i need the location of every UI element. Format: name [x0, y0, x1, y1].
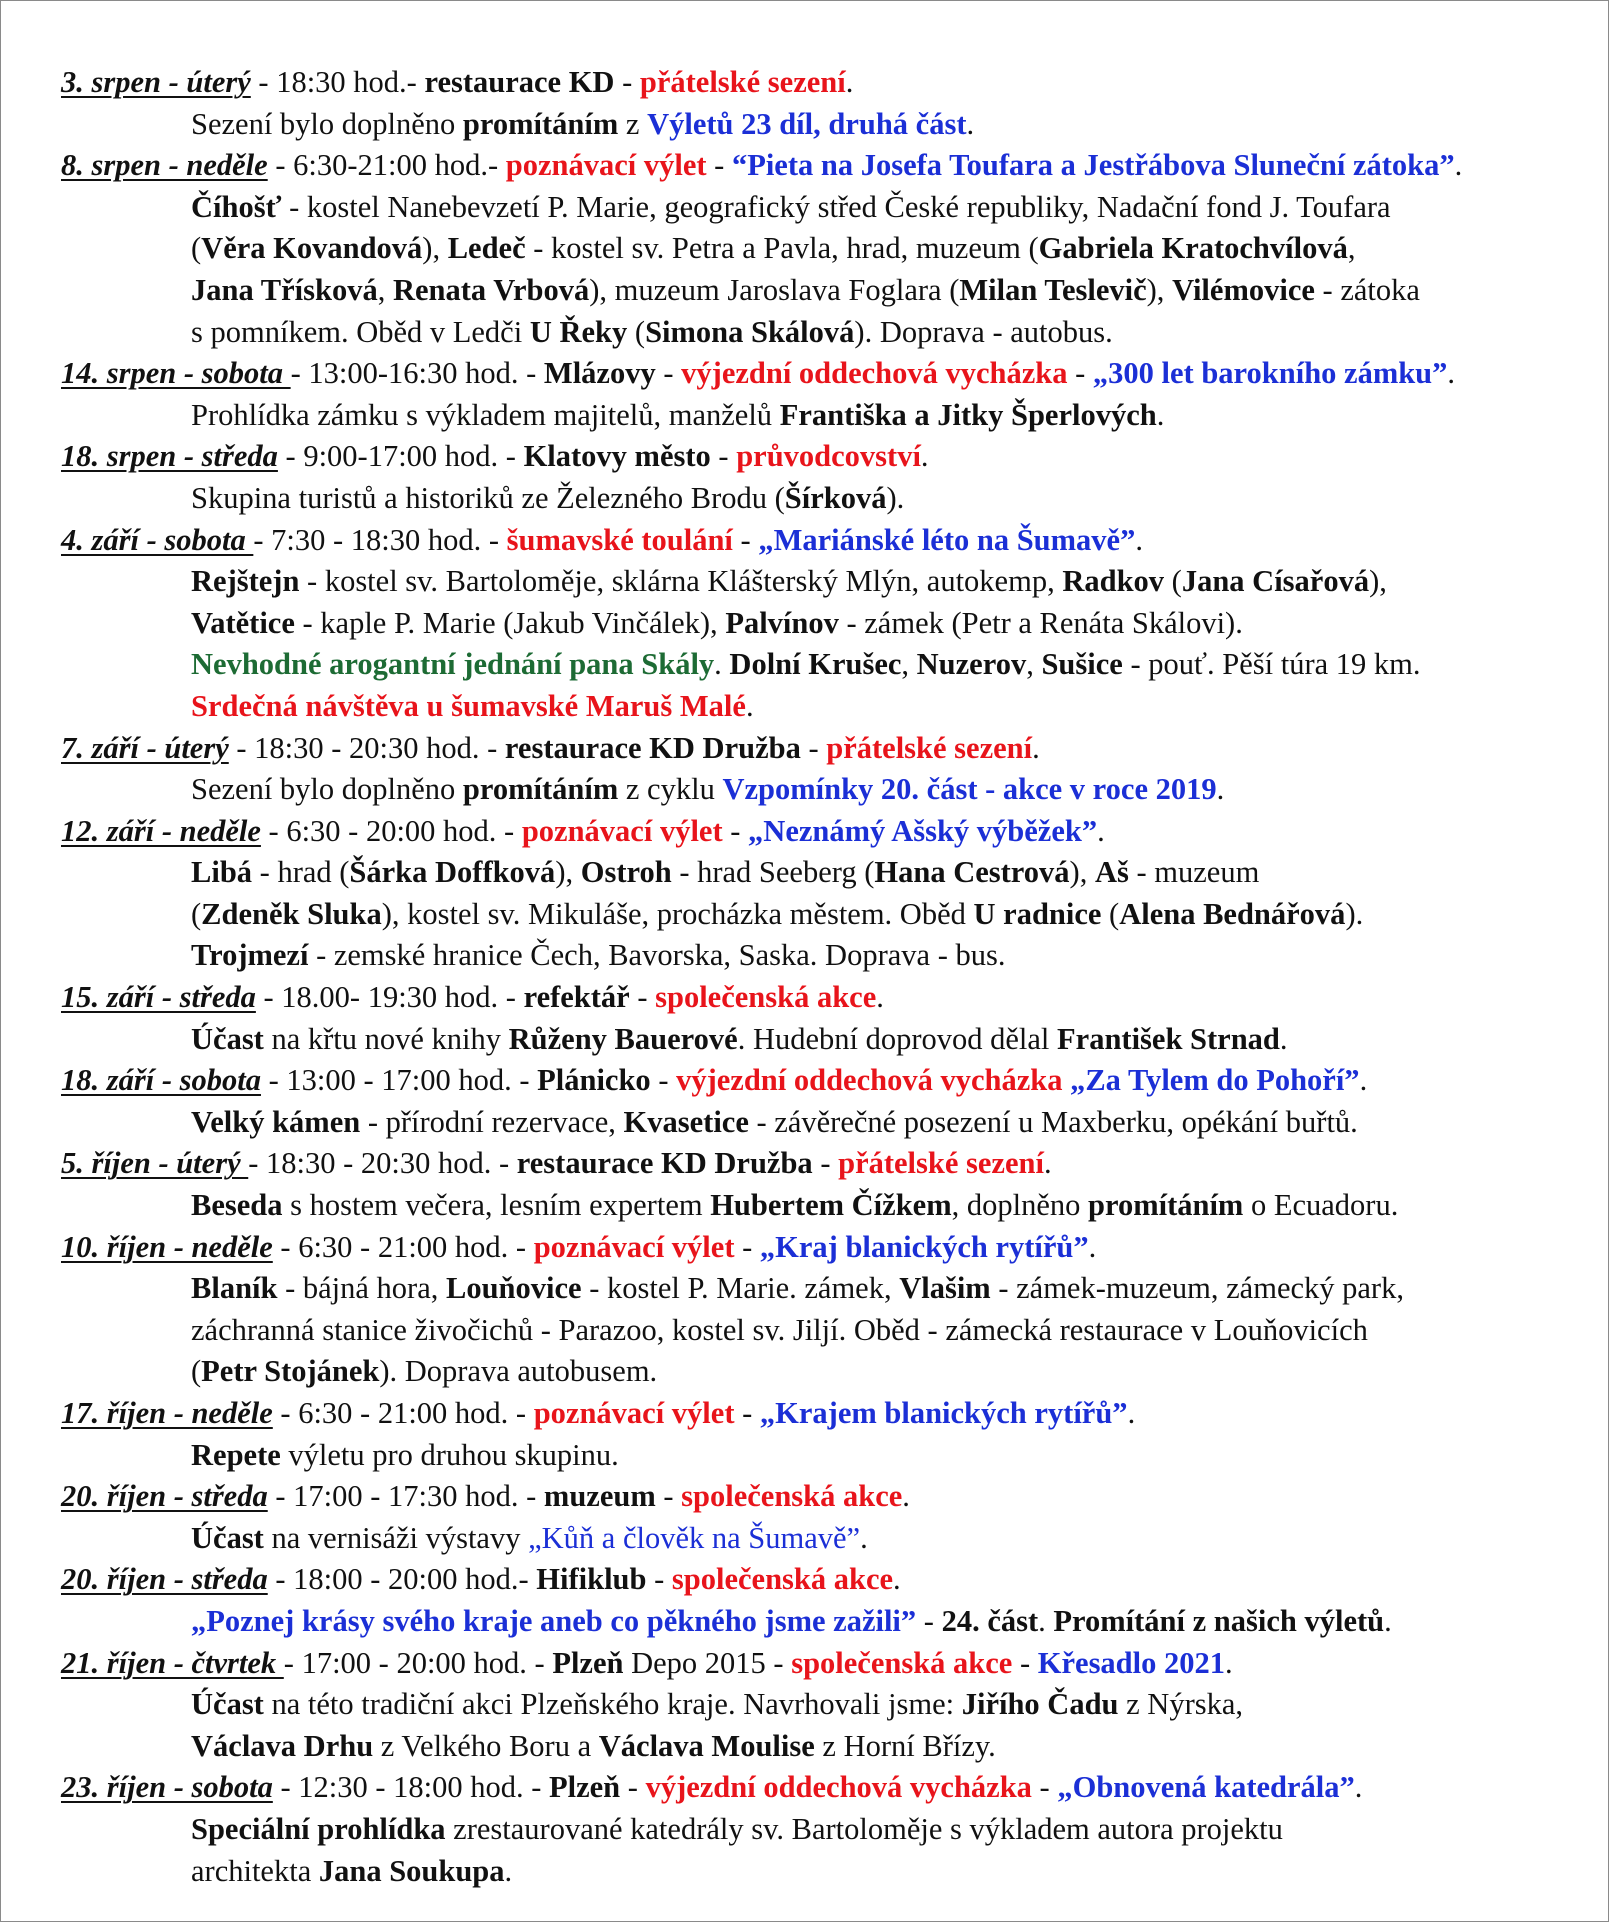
event-type: přátelské sezení [826, 730, 1033, 765]
bold-text: Jana Třísková [191, 272, 378, 307]
event-title: „300 let barokního zámku” [1092, 356, 1448, 391]
text: - kostel sv. Bartoloměje, sklárna Klášterský Mlýn, autokemp, [299, 564, 1063, 599]
text: ), [422, 231, 448, 266]
text: ), kostel sv. Mikuláše, procházka městem. Oběd [381, 896, 974, 931]
text: - [614, 65, 640, 99]
text: - bájná hora, [277, 1271, 446, 1306]
event-detail-line [61, 1601, 1596, 1643]
text: , [1347, 231, 1356, 266]
event-date: 15. září - středa [61, 980, 256, 1015]
text: - 6:30-21:00 hod.- [267, 148, 506, 183]
bold-text: Ledeč [447, 231, 526, 266]
text: výletu pro druhou skupinu. [280, 1437, 619, 1472]
text: . [745, 688, 754, 723]
bold-text: U radnice [973, 896, 1102, 931]
event-header-line [61, 1476, 1596, 1518]
text: - zámek-muzeum, zámecký park, [990, 1271, 1404, 1306]
event-detail-line [61, 270, 1596, 312]
text: . [1088, 1229, 1097, 1264]
bold-text: Palvínov [725, 605, 839, 640]
text: Sezení bylo doplněno [191, 106, 463, 141]
bold-text: Blaník [191, 1271, 278, 1306]
bold-text: Gabriela Kratochvílová [1038, 231, 1348, 266]
text: z cyklu [618, 772, 723, 807]
event-type: přátelské sezení [639, 65, 846, 99]
text: o Ecuadoru. [1243, 1188, 1399, 1223]
event-title: „Mariánské léto na Šumavě” [758, 522, 1136, 557]
bold-text: Růženy Bauerové [508, 1021, 738, 1056]
text: z [618, 106, 648, 141]
event-header-line [61, 1559, 1596, 1601]
event-date: 21. říjen - čtvrtek [61, 1645, 284, 1680]
event-detail-line [61, 312, 1596, 354]
text [1062, 1063, 1070, 1097]
bold-text: Plánicko [537, 1063, 651, 1098]
text: - 18.00- 19:30 hod. - [255, 980, 524, 1015]
text: z Velkého Boru a [373, 1728, 599, 1763]
text: - 7:30 - 18:30 hod. - [253, 522, 507, 557]
text: ). Doprava autobusem. [379, 1354, 658, 1389]
event-date: 5. říjen - úterý [61, 1146, 249, 1181]
bold-text: Repete [191, 1437, 281, 1472]
event-header-line [61, 353, 1596, 395]
text: - [732, 522, 759, 557]
bold-text: Hubertem Čížkem [710, 1188, 952, 1223]
text: . [504, 1853, 513, 1888]
event-header-line [61, 145, 1596, 187]
event-header-line [61, 1643, 1596, 1685]
event-title: „Neznámý Ašský výběžek” [748, 813, 1098, 848]
event-detail-line [61, 561, 1596, 603]
bold-text: Sušice [1041, 647, 1123, 682]
text: na vernisáži výstavy [263, 1520, 529, 1555]
event-date: 18. září - sobota [61, 1063, 261, 1098]
text: - [734, 1229, 760, 1264]
text: . [1032, 730, 1040, 765]
bold-text: Hifiklub [536, 1562, 647, 1597]
text: - hrad Seeberg ( [671, 855, 875, 890]
text: - přírodní rezervace, [360, 1104, 624, 1139]
bold-text: Rejštejn [191, 564, 300, 599]
bold-text: Šírková [784, 480, 887, 515]
event-detail-line [61, 1185, 1596, 1227]
text: . [1156, 397, 1165, 432]
event-type: poznávací výlet [521, 813, 723, 848]
bold-text: Václava Drhu [191, 1728, 374, 1763]
bold-text: Plzeň [552, 1645, 624, 1680]
bold-text: Účast [191, 1687, 264, 1722]
event-header-line [61, 1767, 1596, 1809]
event-type: poznávací výlet [533, 1229, 735, 1264]
text: , doplněno [951, 1188, 1088, 1223]
text: - [710, 439, 737, 474]
text: - hrad ( [252, 855, 350, 890]
text: . [1216, 772, 1225, 807]
text: ). [1345, 896, 1364, 931]
text: - 9:00-17:00 hod. - [277, 439, 524, 474]
event-date: 10. říjen - neděle [61, 1229, 273, 1264]
event-detail-line [61, 228, 1596, 270]
bold-text: Jana Soukupa [318, 1853, 505, 1888]
text: . [1447, 356, 1456, 391]
bold-text: restaurace KD Družba [504, 730, 801, 765]
event-title: “Pieta na Josefa Toufara a Jestřábova Sluneční zátoka” [731, 148, 1455, 183]
event-header-line [61, 811, 1596, 853]
text: ( [191, 231, 202, 266]
event-date: 20. říjen - středa [61, 1479, 268, 1514]
text: ), [555, 855, 581, 890]
event-date: 23. říjen - sobota [61, 1770, 273, 1805]
event-detail-line [61, 769, 1596, 811]
bold-text: Simona Skálová [645, 314, 855, 349]
text: - zámek (Petr a Renáta Skálovi). [838, 605, 1243, 640]
bold-text: Promítání z našich výletů [1053, 1603, 1385, 1638]
event-detail-line [61, 1310, 1596, 1352]
event-header-line [61, 1060, 1596, 1102]
text: . [1279, 1021, 1288, 1056]
text: . [876, 980, 884, 1015]
text: - 6:30 - 20:00 hod. - [260, 813, 522, 848]
text: - 13:00 - 17:00 hod. - [260, 1063, 538, 1098]
event-detail-line [61, 1726, 1596, 1768]
text: - zátoka [1314, 272, 1420, 307]
text: - [812, 1146, 839, 1181]
bold-text: promítáním [1088, 1188, 1244, 1223]
event-type: výjezdní oddechová vycházka [676, 1063, 1063, 1098]
text: . [920, 439, 929, 474]
event-header-line [61, 1393, 1596, 1435]
text: záchranná stanice živočichů - Parazoo, kostel sv. Jiljí. Oběd - zámecká restaurace v Louňovicích [191, 1312, 1368, 1347]
bold-text: Vatětice [191, 605, 295, 640]
text: . [1043, 1146, 1052, 1181]
text: - [646, 1562, 672, 1597]
text: . [1354, 1770, 1363, 1805]
text: ( [1101, 896, 1120, 931]
bold-text: Trojmezí [191, 938, 309, 973]
text: s hostem večera, lesním expertem [282, 1188, 711, 1223]
bold-text: Účast [191, 1520, 264, 1555]
bold-text: Milan Teslevič [959, 272, 1147, 307]
event-list [61, 62, 1596, 1892]
bold-text: promítáním [462, 772, 619, 807]
bold-text: Libá [191, 855, 253, 890]
event-detail-line [61, 686, 1596, 728]
bold-text: restaurace KD [424, 65, 615, 99]
text: ), [1069, 855, 1095, 890]
text: zrestaurované katedrály sv. Bartoloměje s výkladem autora projektu [445, 1811, 1283, 1846]
bold-text: Speciální prohlídka [191, 1811, 446, 1846]
bold-text: Číhošť [191, 189, 282, 224]
text: ), muzeum Jaroslava Foglara ( [589, 272, 960, 307]
bold-text: Radkov [1062, 564, 1165, 599]
text: - [1031, 1770, 1058, 1805]
event-type: poznávací výlet [505, 148, 707, 183]
bold-text: Šárka Doffková [349, 855, 556, 890]
text: , [901, 647, 917, 682]
bold-text: Louňovice [446, 1271, 582, 1306]
event-title: „Kraj blanických rytířů” [759, 1229, 1089, 1264]
text: - muzeum [1128, 855, 1260, 890]
event-detail-line [61, 1435, 1596, 1477]
text: Sezení bylo doplněno [191, 772, 463, 807]
text: . [1097, 813, 1105, 848]
text: ). [886, 480, 905, 515]
bold-text: Vilémovice [1172, 272, 1315, 307]
event-detail-line [61, 1351, 1596, 1393]
text: . [845, 65, 854, 99]
text: - 13:00-16:30 hod. - [290, 356, 544, 391]
text: Depo 2015 - [623, 1645, 792, 1680]
event-date: 3. srpen - úterý [61, 65, 251, 99]
bold-text: Jiřího Čadu [961, 1687, 1119, 1722]
text: ( [191, 896, 202, 931]
event-date: 7. září - úterý [61, 730, 229, 765]
event-header-line [61, 520, 1596, 562]
text: - 18:30 hod.- [250, 65, 425, 99]
text: ( [1164, 564, 1182, 599]
event-type: šumavské toulání [506, 522, 733, 557]
text: ), [1146, 272, 1173, 307]
event-detail-line [61, 603, 1596, 645]
text: . [1038, 1603, 1054, 1638]
event-type: společenská akce [681, 1479, 903, 1514]
text: . [1135, 522, 1143, 557]
event-detail-line [61, 1019, 1596, 1061]
event-title: „Poznej krásy svého kraje aneb co pěkného jsme zažili” [191, 1603, 917, 1638]
text: , [1026, 647, 1042, 682]
text: Skupina turistů a historiků ze Železného Brodu ( [191, 480, 785, 515]
bold-text: Účast [191, 1021, 264, 1056]
text: - [655, 1479, 682, 1514]
text: - pouť. Pěší túra 19 km. [1122, 647, 1421, 682]
text: - zemské hranice Čech, Bavorska, Saska. Doprava - bus. [308, 938, 1006, 973]
text: z Horní Břízy. [814, 1728, 996, 1763]
text: - 18:00 - 20:00 hod.- [267, 1562, 537, 1597]
text: - [629, 980, 656, 1015]
bold-text: Vlašim [899, 1271, 991, 1306]
event-date: 8. srpen - neděle [61, 148, 268, 183]
text: - [800, 730, 827, 765]
event-type: společenská akce [655, 980, 877, 1015]
text: - 6:30 - 21:00 hod. - [272, 1229, 534, 1264]
bold-text: František Strnad [1057, 1021, 1280, 1056]
text: - 18:30 - 20:30 hod. - [228, 730, 505, 765]
event-type: společenská akce [671, 1562, 894, 1597]
bold-text: Beseda [191, 1188, 283, 1223]
text: . [1225, 1645, 1233, 1680]
text: na této tradiční akci Plzeňského kraje. Navrhovali jsme: [263, 1687, 962, 1722]
event-detail-line [61, 1809, 1596, 1851]
event-type: výjezdní oddechová vycházka [681, 356, 1068, 391]
event-header-line [61, 1143, 1596, 1185]
text: - [620, 1770, 646, 1805]
text: z Nýrska, [1118, 1687, 1244, 1722]
bold-text: Ostroh [580, 855, 672, 890]
text: - 17:00 - 17:30 hod. - [267, 1479, 544, 1514]
event-type: společenská akce [791, 1645, 1013, 1680]
text: ), [1369, 564, 1387, 599]
text: - 18:30 - 20:30 hod. - [248, 1146, 517, 1181]
text: - [722, 813, 749, 848]
text: - kostel Nanebevzetí P. Marie, geografický střed České republiky, Nadační fond J. Toufara [281, 189, 1391, 224]
event-date: 18. srpen - středa [61, 439, 278, 474]
text: - [1012, 1645, 1038, 1680]
event-type: přátelské sezení [838, 1146, 1044, 1181]
bold-text: 24. část [941, 1603, 1039, 1638]
text: - [706, 148, 732, 183]
text: - kostel sv. Petra a Pavla, hrad, muzeum ( [525, 231, 1039, 266]
bold-text: Hana Cestrová [874, 855, 1070, 890]
text: architekta [191, 1853, 319, 1888]
text: . [902, 1479, 910, 1514]
text: - [655, 356, 682, 391]
event-header-line [61, 977, 1596, 1019]
event-title: „Kůň a člověk na Šumavě” [528, 1520, 861, 1555]
event-date: 12. září - neděle [61, 813, 261, 848]
bold-text: Renata Vrbová [392, 272, 590, 307]
text: . Hudební doprovod dělal [737, 1021, 1058, 1056]
text: - [1067, 356, 1093, 391]
text: . [966, 106, 975, 141]
bold-text: Velký kámen [191, 1104, 361, 1139]
event-detail-line [61, 644, 1596, 686]
text: . [1384, 1603, 1392, 1638]
bold-text: Klatovy město [523, 439, 711, 474]
text: - [734, 1396, 760, 1430]
bold-text: Aš [1094, 855, 1129, 890]
event-detail-line [61, 1851, 1596, 1893]
text: . [860, 1520, 868, 1555]
event-date: 17. říjen - neděle [61, 1396, 273, 1430]
note-text: Nevhodné arogantní jednání pana Skály [191, 647, 715, 682]
bold-text: Václava Moulise [598, 1728, 815, 1763]
text: - kostel P. Marie. zámek, [581, 1271, 900, 1306]
bold-text: Dolní Krušec [729, 647, 902, 682]
bold-text: Jana Císařová [1181, 564, 1370, 599]
event-type: výjezdní oddechová vycházka [645, 1770, 1032, 1805]
text: - kaple P. Marie (Jakub Vinčálek), [294, 605, 726, 640]
event-detail-line [61, 1268, 1596, 1310]
text: - 6:30 - 21:00 hod. - [272, 1396, 534, 1430]
event-type: průvodcovství [736, 439, 921, 474]
event-title: Výletů 23 díl, druhá část [647, 106, 967, 141]
event-title: „Za Tylem do Pohoří” [1070, 1063, 1360, 1098]
text: s pomníkem. Oběd v Ledči [191, 314, 530, 349]
event-header-line [61, 62, 1596, 104]
bold-text: Kvasetice [623, 1104, 749, 1139]
event-detail-line [61, 478, 1596, 520]
text: ). Doprava - autobus. [854, 314, 1113, 349]
text: - [650, 1063, 677, 1098]
event-date: 20. říjen - středa [61, 1562, 268, 1597]
bold-text: Plzeň [549, 1770, 621, 1805]
event-detail-line [61, 894, 1596, 936]
event-detail-line [61, 187, 1596, 229]
text: Prohlídka zámku s výkladem majitelů, manželů [191, 397, 780, 432]
event-type: Srdečná návštěva u šumavské Maruš Malé [191, 688, 746, 723]
event-detail-line [61, 1102, 1596, 1144]
event-title: Křesadlo 2021 [1037, 1645, 1225, 1680]
bold-text: promítáním [462, 106, 619, 141]
event-title: „Obnovená katedrála” [1057, 1770, 1355, 1805]
event-title: Vzpomínky 20. část - akce v roce 2019 [722, 772, 1217, 807]
text: . [714, 647, 730, 682]
event-title: „Krajem blanických rytířů” [759, 1396, 1128, 1430]
text: - 12:30 - 18:00 hod. - [272, 1770, 549, 1805]
text: na křtu nové knihy [263, 1021, 509, 1056]
text: ( [191, 1354, 202, 1389]
bold-text: restaurace KD Družba [516, 1146, 813, 1181]
event-date: 4. září - sobota [61, 522, 254, 557]
bold-text: Alena Bednářová [1119, 896, 1346, 931]
bold-text: refektář [523, 980, 630, 1015]
bold-text: Nuzerov [916, 647, 1027, 682]
text: - 17:00 - 20:00 hod. - [283, 1645, 553, 1680]
text: - [916, 1603, 942, 1638]
text: . [893, 1562, 901, 1597]
event-header-line [61, 1227, 1596, 1269]
bold-text: U Řeky [529, 314, 628, 349]
text: ( [627, 314, 646, 349]
bold-text: Zdeněk Sluka [201, 896, 382, 931]
text: . [1359, 1063, 1368, 1098]
bold-text: Mlázovy [543, 356, 656, 391]
event-header-line [61, 436, 1596, 478]
event-detail-line [61, 935, 1596, 977]
event-detail-line [61, 395, 1596, 437]
event-detail-line [61, 1518, 1596, 1560]
event-detail-line [61, 852, 1596, 894]
bold-text: Petr Stojánek [201, 1354, 380, 1389]
bold-text: muzeum [543, 1479, 656, 1514]
event-date: 14. srpen - sobota [61, 356, 291, 391]
text: . [1454, 148, 1463, 183]
bold-text: Věra Kovandová [201, 231, 423, 266]
text: , [377, 272, 393, 307]
text: - závěrečné posezení u Maxberku, opékání buřtů. [748, 1104, 1358, 1139]
text: . [1127, 1396, 1136, 1430]
event-detail-line [61, 104, 1596, 146]
bold-text: Františka a Jitky Šperlových [779, 397, 1157, 432]
event-detail-line [61, 1684, 1596, 1726]
event-type: poznávací výlet [533, 1396, 735, 1430]
event-header-line [61, 728, 1596, 770]
